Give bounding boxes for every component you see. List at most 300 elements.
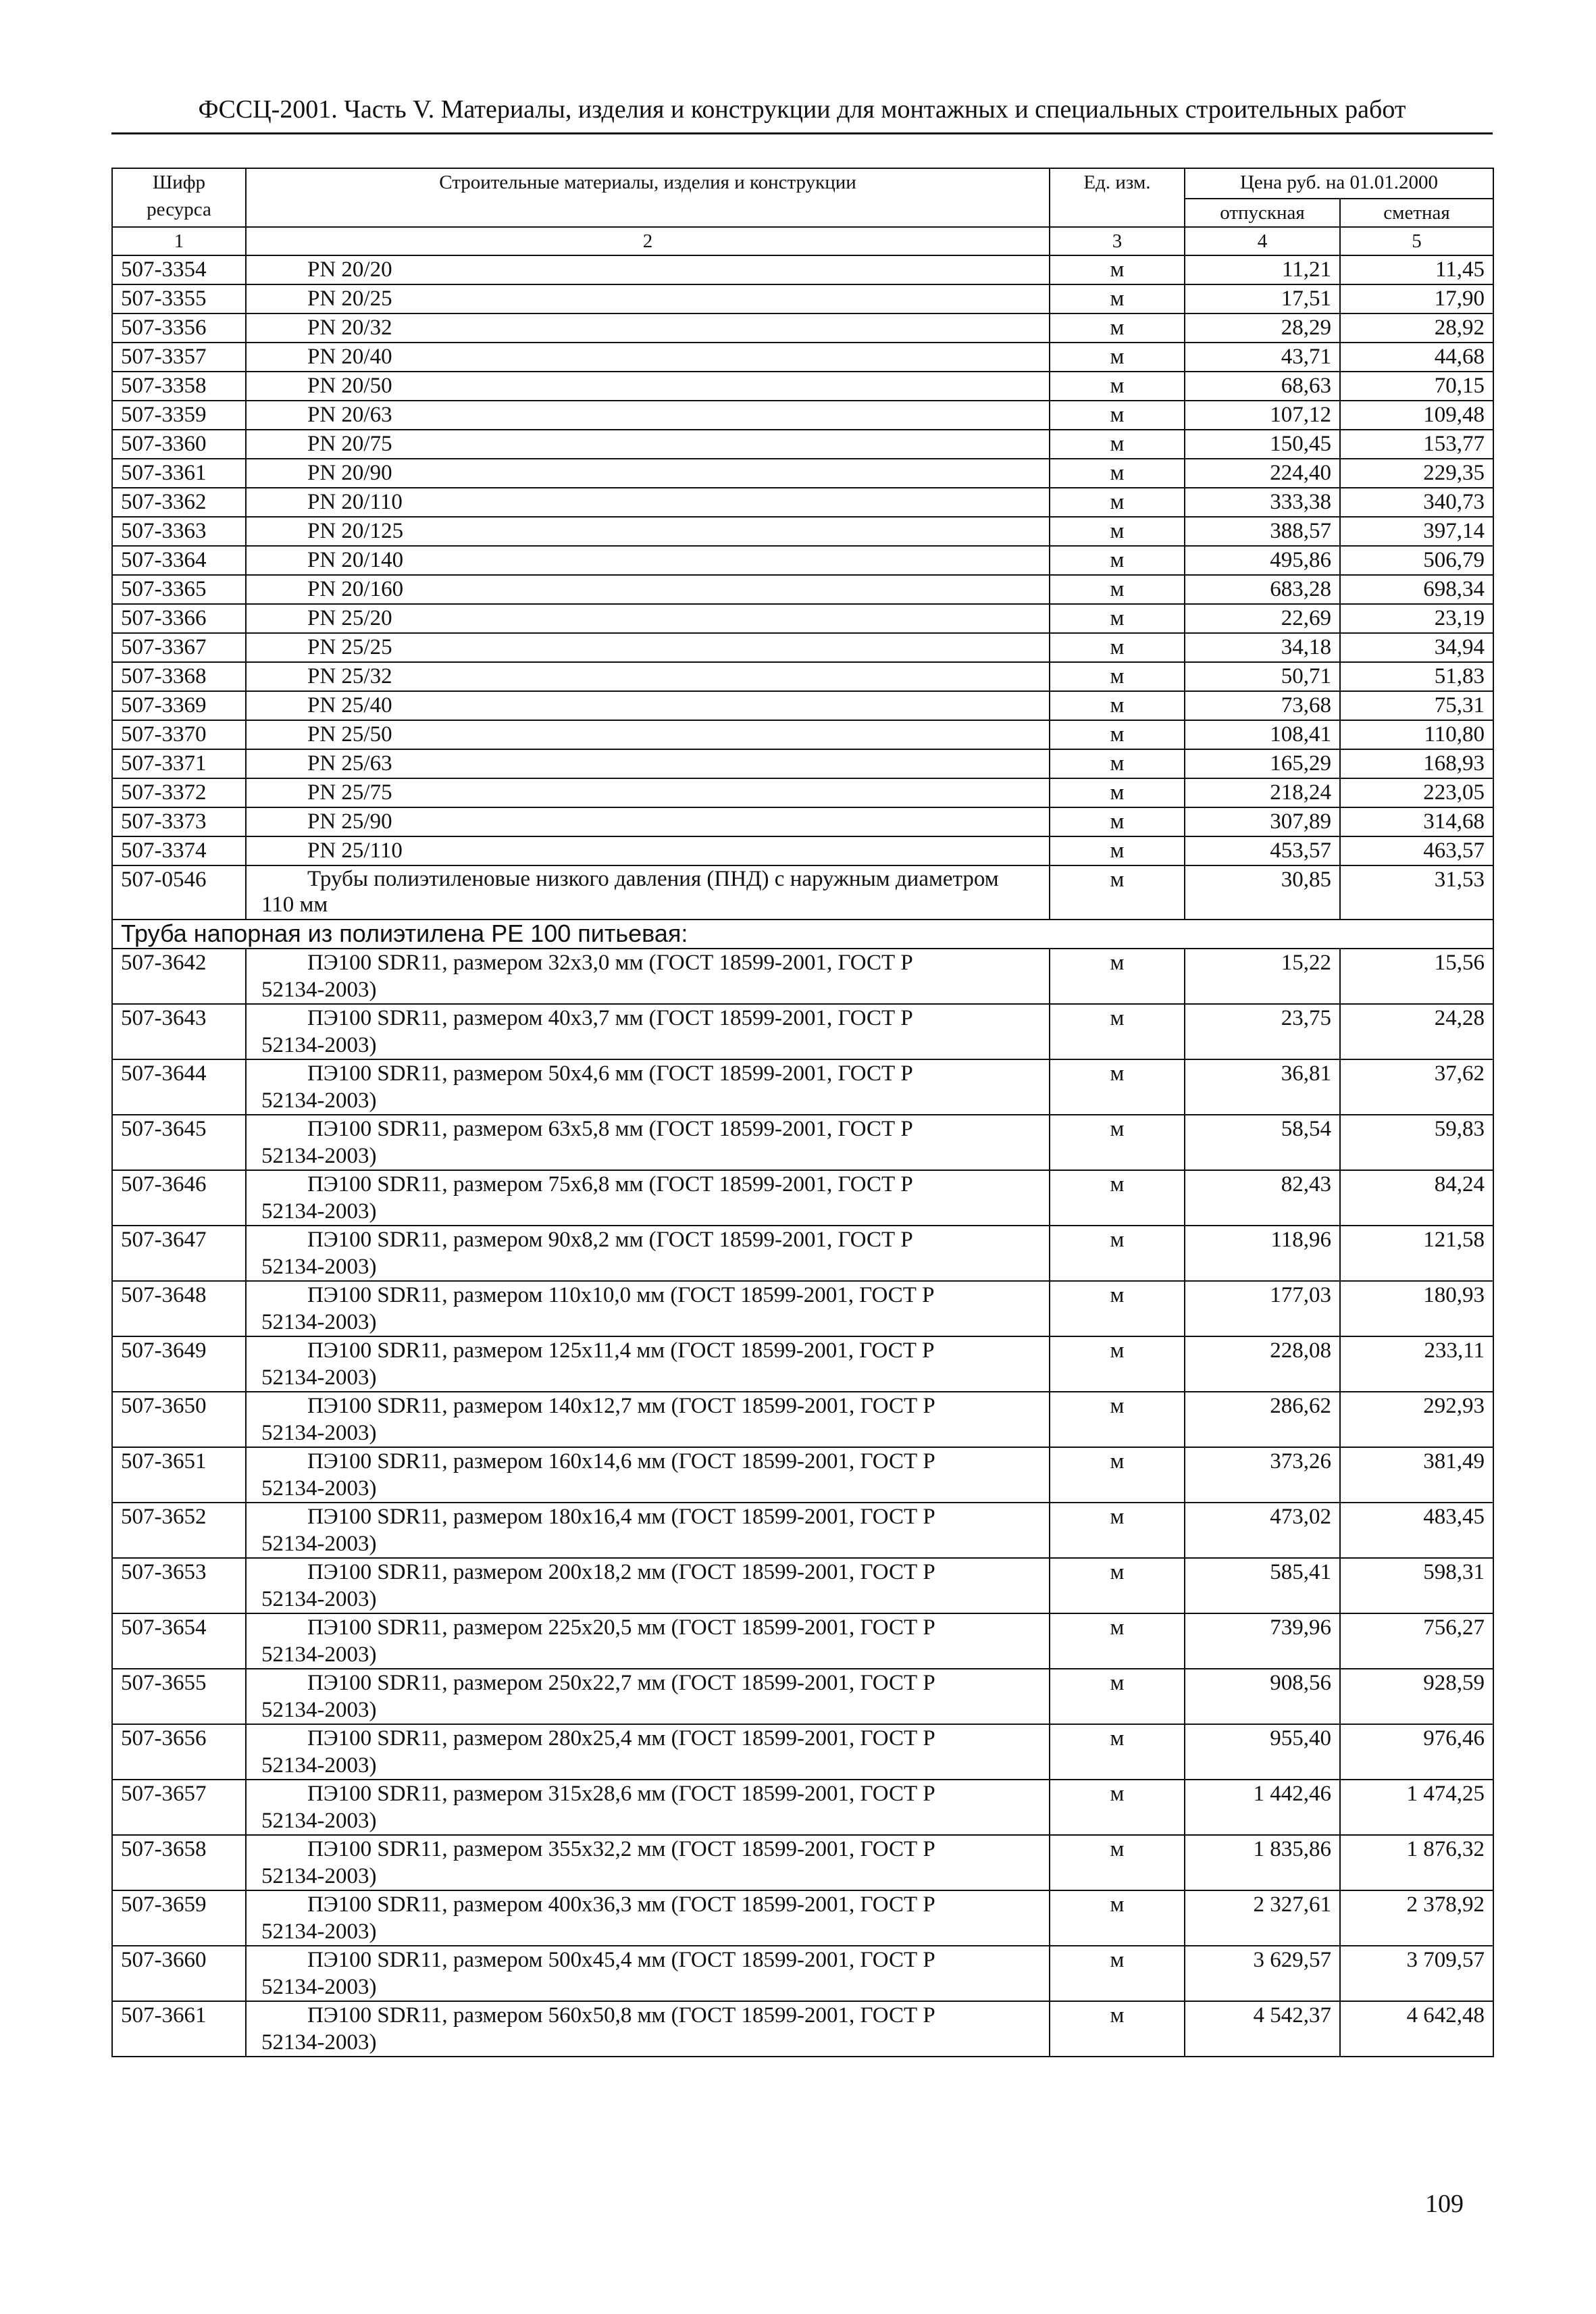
cell-release-price: 683,28: [1185, 575, 1340, 604]
cell-unit: м: [1050, 575, 1185, 604]
cell-estimate-price: 34,94: [1340, 633, 1493, 662]
cell-estimate-price: 397,14: [1340, 517, 1493, 546]
cell-code: 507-3363: [112, 517, 246, 546]
cell-unit: м: [1050, 778, 1185, 807]
cell-name-line1: ПЭ100 SDR11, размером 75х6,8 мм (ГОСТ 18599-2001, ГОСТ Р: [307, 1172, 913, 1197]
cell-estimate-price: 1 876,32: [1340, 1835, 1493, 1890]
cell-name: PN 20/25: [246, 284, 1050, 313]
cell-name-line2: 52134-2003): [261, 2030, 377, 2055]
cell-name: PN 20/75: [246, 430, 1050, 459]
cell-unit: м: [1050, 343, 1185, 372]
table-row: [112, 662, 1493, 691]
cell-code: 507-0546: [112, 865, 246, 920]
cell-name-line1: ПЭ100 SDR11, размером 40х3,7 мм (ГОСТ 18599-2001, ГОСТ Р: [307, 1006, 913, 1030]
cell-name: [246, 1226, 1050, 1281]
cell-name: [246, 949, 1050, 1004]
table-row: [112, 604, 1493, 633]
cell-estimate-price: 121,58: [1340, 1226, 1493, 1281]
cell-code: 507-3358: [112, 372, 246, 401]
cell-release-price: 30,85: [1185, 865, 1340, 920]
cell-code: 507-3658: [112, 1835, 246, 1890]
cell-release-price: 34,18: [1185, 633, 1340, 662]
cell-name: PN 20/50: [246, 372, 1050, 401]
cell-release-price: 150,45: [1185, 430, 1340, 459]
cell-name-line1: ПЭ100 SDR11, размером 500х45,4 мм (ГОСТ 18599-2001, ГОСТ Р: [307, 1948, 935, 1972]
section-row: [112, 920, 1493, 949]
cell-name-line2: 52134-2003): [261, 1144, 377, 1168]
table-row: [112, 488, 1493, 517]
cell-estimate-price: 1 474,25: [1340, 1780, 1493, 1835]
cell-unit: м: [1050, 865, 1185, 920]
cell-name: [246, 865, 1050, 920]
cell-unit: м: [1050, 1115, 1185, 1170]
table-row: [112, 255, 1493, 284]
cell-release-price: 908,56: [1185, 1669, 1340, 1724]
cell-unit: м: [1050, 430, 1185, 459]
cell-name: PN 25/63: [246, 749, 1050, 778]
cell-estimate-price: 463,57: [1340, 836, 1493, 865]
cell-name-line1: ПЭ100 SDR11, размером 110х10,0 мм (ГОСТ 18599-2001, ГОСТ Р: [307, 1283, 935, 1307]
cell-name: [246, 1447, 1050, 1503]
cell-name-line1: ПЭ100 SDR11, размером 560х50,8 мм (ГОСТ 18599-2001, ГОСТ Р: [307, 2003, 935, 2028]
cell-unit: м: [1050, 459, 1185, 488]
cell-code: 507-3368: [112, 662, 246, 691]
cell-release-price: 224,40: [1185, 459, 1340, 488]
cell-unit: м: [1050, 604, 1185, 633]
cell-release-price: 118,96: [1185, 1226, 1340, 1281]
cell-name-line1: ПЭ100 SDR11, размером 50х4,6 мм (ГОСТ 18599-2001, ГОСТ Р: [307, 1061, 913, 1086]
cell-name: [246, 1004, 1050, 1059]
cell-code: 507-3649: [112, 1336, 246, 1392]
cell-unit: м: [1050, 2001, 1185, 2057]
table-row: [112, 720, 1493, 749]
cell-release-price: 107,12: [1185, 401, 1340, 430]
table-row: [112, 1613, 1493, 1669]
cell-code: 507-3653: [112, 1558, 246, 1613]
cell-name: PN 25/75: [246, 778, 1050, 807]
cell-release-price: 2 327,61: [1185, 1890, 1340, 1946]
cell-name-line2: 52134-2003): [261, 1642, 377, 1667]
table-row: [112, 865, 1493, 920]
table-row: [112, 1059, 1493, 1115]
cell-unit: м: [1050, 836, 1185, 865]
table-row: [112, 401, 1493, 430]
cell-name: PN 25/25: [246, 633, 1050, 662]
col-num-2: 2: [246, 227, 1050, 255]
cell-name: PN 20/90: [246, 459, 1050, 488]
table-row: [112, 1336, 1493, 1392]
col-num-4: 4: [1185, 227, 1340, 255]
cell-code: 507-3364: [112, 546, 246, 575]
cell-code: 507-3366: [112, 604, 246, 633]
table-row: [112, 633, 1493, 662]
cell-estimate-price: 2 378,92: [1340, 1890, 1493, 1946]
cell-release-price: 1 442,46: [1185, 1780, 1340, 1835]
cell-release-price: 955,40: [1185, 1724, 1340, 1780]
cell-name: [246, 1724, 1050, 1780]
cell-release-price: 495,86: [1185, 546, 1340, 575]
header-release-price: отпускная: [1185, 199, 1340, 227]
table-row: [112, 284, 1493, 313]
col-num-1: 1: [112, 227, 246, 255]
table-row: [112, 459, 1493, 488]
cell-code: 507-3652: [112, 1503, 246, 1558]
cell-release-price: 3 629,57: [1185, 1946, 1340, 2001]
cell-release-price: 28,29: [1185, 313, 1340, 343]
cell-code: 507-3369: [112, 691, 246, 720]
table-row: [112, 749, 1493, 778]
cell-estimate-price: 168,93: [1340, 749, 1493, 778]
cell-code: 507-3647: [112, 1226, 246, 1281]
table-row: [112, 778, 1493, 807]
cell-estimate-price: 598,31: [1340, 1558, 1493, 1613]
cell-release-price: 22,69: [1185, 604, 1340, 633]
cell-release-price: 165,29: [1185, 749, 1340, 778]
cell-name-line2: 52134-2003): [261, 1365, 377, 1390]
cell-name-line2: 52134-2003): [261, 1088, 377, 1113]
cell-estimate-price: 28,92: [1340, 313, 1493, 343]
table-row: [112, 1669, 1493, 1724]
cell-name: [246, 1835, 1050, 1890]
cell-name: [246, 1613, 1050, 1669]
cell-code: 507-3656: [112, 1724, 246, 1780]
cell-code: 507-3373: [112, 807, 246, 836]
cell-unit: м: [1050, 1392, 1185, 1447]
cell-code: 507-3367: [112, 633, 246, 662]
cell-name-line1: Трубы полиэтиленовые низкого давления (ПНД) с наружным диаметром: [307, 867, 999, 891]
cell-name: PN 20/160: [246, 575, 1050, 604]
cell-name: PN 20/63: [246, 401, 1050, 430]
cell-name: PN 25/50: [246, 720, 1050, 749]
cell-estimate-price: 15,56: [1340, 949, 1493, 1004]
cell-name: PN 20/125: [246, 517, 1050, 546]
cell-estimate-price: 756,27: [1340, 1613, 1493, 1669]
table-row: [112, 1946, 1493, 2001]
cell-estimate-price: 17,90: [1340, 284, 1493, 313]
cell-name-line1: ПЭ100 SDR11, размером 140х12,7 мм (ГОСТ 18599-2001, ГОСТ Р: [307, 1394, 935, 1418]
cell-name: [246, 1669, 1050, 1724]
cell-name-line2: 52134-2003): [261, 1587, 377, 1611]
section-title: Труба напорная из полиэтилена PE 100 питьевая:: [112, 920, 1493, 949]
cell-unit: м: [1050, 517, 1185, 546]
cell-release-price: 73,68: [1185, 691, 1340, 720]
cell-name-line2: 52134-2003): [261, 1919, 377, 1944]
cell-name-line1: ПЭ100 SDR11, размером 160х14,6 мм (ГОСТ 18599-2001, ГОСТ Р: [307, 1449, 935, 1474]
cell-estimate-price: 292,93: [1340, 1392, 1493, 1447]
cell-name: [246, 1336, 1050, 1392]
table-row: [112, 691, 1493, 720]
cell-release-price: 388,57: [1185, 517, 1340, 546]
cell-unit: м: [1050, 662, 1185, 691]
table-row: [112, 343, 1493, 372]
table-row: [112, 1780, 1493, 1835]
cell-estimate-price: 233,11: [1340, 1336, 1493, 1392]
table-row: [112, 313, 1493, 343]
cell-name: [246, 1780, 1050, 1835]
cell-estimate-price: 4 642,48: [1340, 2001, 1493, 2057]
cell-code: 507-3360: [112, 430, 246, 459]
cell-release-price: 307,89: [1185, 807, 1340, 836]
table-row: [112, 1558, 1493, 1613]
cell-name: [246, 1946, 1050, 2001]
cell-unit: м: [1050, 546, 1185, 575]
cell-code: 507-3354: [112, 255, 246, 284]
cell-release-price: 585,41: [1185, 1558, 1340, 1613]
cell-release-price: 373,26: [1185, 1447, 1340, 1503]
cell-name-line1: ПЭ100 SDR11, размером 280х25,4 мм (ГОСТ 18599-2001, ГОСТ Р: [307, 1726, 935, 1751]
table-row: [112, 1392, 1493, 1447]
cell-estimate-price: 44,68: [1340, 343, 1493, 372]
table-row: [112, 1503, 1493, 1558]
header-name: Строительные материалы, изделия и конструкции: [246, 168, 1050, 227]
table-header-row: [112, 168, 1493, 199]
table-row: [112, 372, 1493, 401]
cell-code: 507-3654: [112, 1613, 246, 1669]
cell-estimate-price: 698,34: [1340, 575, 1493, 604]
cell-code: 507-3355: [112, 284, 246, 313]
header-estimate-price: сметная: [1340, 199, 1493, 227]
cell-name: [246, 2001, 1050, 2057]
cell-name: [246, 1059, 1050, 1115]
table-row: [112, 836, 1493, 865]
table-row: [112, 575, 1493, 604]
cell-name-line2: 52134-2003): [261, 1864, 377, 1888]
table-row: [112, 949, 1493, 1004]
cell-release-price: 4 542,37: [1185, 2001, 1340, 2057]
header-rule: [111, 132, 1493, 134]
cell-release-price: 68,63: [1185, 372, 1340, 401]
cell-estimate-price: 110,80: [1340, 720, 1493, 749]
cell-release-price: 36,81: [1185, 1059, 1340, 1115]
cell-name: PN 25/90: [246, 807, 1050, 836]
cell-code: 507-3372: [112, 778, 246, 807]
table-row: [112, 430, 1493, 459]
cell-code: 507-3371: [112, 749, 246, 778]
cell-release-price: 82,43: [1185, 1170, 1340, 1226]
cell-name: PN 20/32: [246, 313, 1050, 343]
cell-code: 507-3661: [112, 2001, 246, 2057]
cell-unit: м: [1050, 807, 1185, 836]
cell-code: 507-3357: [112, 343, 246, 372]
cell-name-line2: 52134-2003): [261, 1532, 377, 1556]
cell-name-line1: ПЭ100 SDR11, размером 90х8,2 мм (ГОСТ 18599-2001, ГОСТ Р: [307, 1228, 913, 1252]
table-row: [112, 517, 1493, 546]
cell-code: 507-3657: [112, 1780, 246, 1835]
cell-release-price: 739,96: [1185, 1613, 1340, 1669]
cell-unit: м: [1050, 401, 1185, 430]
cell-estimate-price: 59,83: [1340, 1115, 1493, 1170]
cell-estimate-price: 75,31: [1340, 691, 1493, 720]
cell-estimate-price: 51,83: [1340, 662, 1493, 691]
cell-unit: м: [1050, 1946, 1185, 2001]
cell-release-price: 473,02: [1185, 1503, 1340, 1558]
col-num-3: 3: [1050, 227, 1185, 255]
cell-estimate-price: 506,79: [1340, 546, 1493, 575]
cell-code: 507-3359: [112, 401, 246, 430]
cell-name: [246, 1115, 1050, 1170]
cell-name-line1: ПЭ100 SDR11, размером 400х36,3 мм (ГОСТ 18599-2001, ГОСТ Р: [307, 1892, 935, 1917]
cell-release-price: 1 835,86: [1185, 1835, 1340, 1890]
cell-estimate-price: 381,49: [1340, 1447, 1493, 1503]
column-number-row: [112, 227, 1493, 255]
cell-unit: м: [1050, 1059, 1185, 1115]
cell-code: 507-3651: [112, 1447, 246, 1503]
cell-name: [246, 1503, 1050, 1558]
table-row: [112, 1835, 1493, 1890]
cell-estimate-price: 976,46: [1340, 1724, 1493, 1780]
cell-code: 507-3646: [112, 1170, 246, 1226]
cell-estimate-price: 37,62: [1340, 1059, 1493, 1115]
cell-code: 507-3659: [112, 1890, 246, 1946]
cell-name-line1: ПЭ100 SDR11, размером 355х32,2 мм (ГОСТ 18599-2001, ГОСТ Р: [307, 1837, 935, 1861]
cell-unit: м: [1050, 284, 1185, 313]
cell-estimate-price: 180,93: [1340, 1281, 1493, 1336]
cell-name-line1: ПЭ100 SDR11, размером 125х11,4 мм (ГОСТ 18599-2001, ГОСТ Р: [307, 1338, 935, 1363]
cell-unit: м: [1050, 949, 1185, 1004]
cell-code: 507-3660: [112, 1946, 246, 2001]
cell-unit: м: [1050, 1004, 1185, 1059]
cell-unit: м: [1050, 1503, 1185, 1558]
cell-code: 507-3356: [112, 313, 246, 343]
cell-code: 507-3643: [112, 1004, 246, 1059]
cell-code: 507-3362: [112, 488, 246, 517]
cell-unit: м: [1050, 488, 1185, 517]
cell-release-price: 58,54: [1185, 1115, 1340, 1170]
cell-release-price: 453,57: [1185, 836, 1340, 865]
cell-estimate-price: 109,48: [1340, 401, 1493, 430]
table-row: [112, 1226, 1493, 1281]
cell-code: 507-3644: [112, 1059, 246, 1115]
cell-name: [246, 1392, 1050, 1447]
cell-code: 507-3650: [112, 1392, 246, 1447]
table-row: [112, 1170, 1493, 1226]
cell-name-line2: 52134-2003): [261, 1698, 377, 1722]
cell-name-line2: 52134-2003): [261, 1033, 377, 1057]
cell-name-line2: 52134-2003): [261, 1310, 377, 1334]
table-row: [112, 2001, 1493, 2057]
cell-name: PN 20/20: [246, 255, 1050, 284]
cell-unit: м: [1050, 1835, 1185, 1890]
cell-code: 507-3374: [112, 836, 246, 865]
cell-estimate-price: 314,68: [1340, 807, 1493, 836]
cell-name: [246, 1890, 1050, 1946]
cell-unit: м: [1050, 1780, 1185, 1835]
cell-unit: м: [1050, 1226, 1185, 1281]
cell-unit: м: [1050, 633, 1185, 662]
cell-estimate-price: 223,05: [1340, 778, 1493, 807]
cell-release-price: 333,38: [1185, 488, 1340, 517]
header-price: Цена руб. на 01.01.2000: [1185, 168, 1493, 199]
cell-unit: м: [1050, 1447, 1185, 1503]
cell-name-line2: 52134-2003): [261, 1255, 377, 1279]
table-row: [112, 1004, 1493, 1059]
cell-release-price: 50,71: [1185, 662, 1340, 691]
cell-estimate-price: 11,45: [1340, 255, 1493, 284]
cell-name: PN 20/40: [246, 343, 1050, 372]
cell-estimate-price: 70,15: [1340, 372, 1493, 401]
cell-estimate-price: 928,59: [1340, 1669, 1493, 1724]
col-num-5: 5: [1340, 227, 1493, 255]
price-table: [111, 168, 1494, 2057]
cell-code: 507-3370: [112, 720, 246, 749]
cell-release-price: 17,51: [1185, 284, 1340, 313]
table-row: [112, 1890, 1493, 1946]
cell-unit: м: [1050, 1281, 1185, 1336]
cell-release-price: 177,03: [1185, 1281, 1340, 1336]
header-unit: Ед. изм.: [1050, 168, 1185, 227]
cell-estimate-price: 3 709,57: [1340, 1946, 1493, 2001]
cell-release-price: 43,71: [1185, 343, 1340, 372]
cell-unit: м: [1050, 1170, 1185, 1226]
cell-code: 507-3645: [112, 1115, 246, 1170]
cell-name: PN 25/110: [246, 836, 1050, 865]
cell-name: [246, 1170, 1050, 1226]
cell-release-price: 11,21: [1185, 255, 1340, 284]
cell-code: 507-3648: [112, 1281, 246, 1336]
cell-name: PN 20/110: [246, 488, 1050, 517]
cell-release-price: 15,22: [1185, 949, 1340, 1004]
cell-release-price: 228,08: [1185, 1336, 1340, 1392]
cell-unit: м: [1050, 1613, 1185, 1669]
cell-unit: м: [1050, 1724, 1185, 1780]
cell-name: PN 25/32: [246, 662, 1050, 691]
cell-name: PN 25/40: [246, 691, 1050, 720]
cell-name-line2: 52134-2003): [261, 1199, 377, 1224]
table-row: [112, 1281, 1493, 1336]
cell-name-line1: ПЭ100 SDR11, размером 180х16,4 мм (ГОСТ 18599-2001, ГОСТ Р: [307, 1505, 935, 1529]
cell-estimate-price: 23,19: [1340, 604, 1493, 633]
cell-unit: м: [1050, 1669, 1185, 1724]
cell-name: [246, 1558, 1050, 1613]
cell-unit: м: [1050, 1558, 1185, 1613]
cell-release-price: 218,24: [1185, 778, 1340, 807]
cell-name-line2: 52134-2003): [261, 1476, 377, 1501]
cell-name-line1: ПЭ100 SDR11, размером 32х3,0 мм (ГОСТ 18599-2001, ГОСТ Р: [307, 951, 913, 975]
cell-unit: м: [1050, 749, 1185, 778]
cell-estimate-price: 229,35: [1340, 459, 1493, 488]
table-row: [112, 1724, 1493, 1780]
cell-name-line1: ПЭ100 SDR11, размером 200х18,2 мм (ГОСТ 18599-2001, ГОСТ Р: [307, 1560, 935, 1584]
cell-name-line1: ПЭ100 SDR11, размером 315х28,6 мм (ГОСТ 18599-2001, ГОСТ Р: [307, 1782, 935, 1806]
cell-code: 507-3642: [112, 949, 246, 1004]
cell-name-line1: ПЭ100 SDR11, размером 250х22,7 мм (ГОСТ 18599-2001, ГОСТ Р: [307, 1671, 935, 1695]
cell-name-line2: 52134-2003): [261, 1809, 377, 1833]
cell-name-line1: ПЭ100 SDR11, размером 225х20,5 мм (ГОСТ 18599-2001, ГОСТ Р: [307, 1615, 935, 1640]
cell-name: [246, 1281, 1050, 1336]
cell-code: 507-3365: [112, 575, 246, 604]
cell-name-line2: 52134-2003): [261, 1753, 377, 1778]
cell-name-line2: 110 мм: [261, 892, 328, 917]
header-code: Шифр ресурса: [112, 168, 246, 227]
table-row: [112, 1115, 1493, 1170]
cell-code: 507-3361: [112, 459, 246, 488]
table-row: [112, 1447, 1493, 1503]
cell-name-line1: ПЭ100 SDR11, размером 63х5,8 мм (ГОСТ 18599-2001, ГОСТ Р: [307, 1117, 913, 1141]
cell-release-price: 23,75: [1185, 1004, 1340, 1059]
cell-name: PN 25/20: [246, 604, 1050, 633]
cell-estimate-price: 31,53: [1340, 865, 1493, 920]
cell-name-line2: 52134-2003): [261, 1421, 377, 1445]
cell-estimate-price: 24,28: [1340, 1004, 1493, 1059]
table-row: [112, 807, 1493, 836]
cell-unit: м: [1050, 255, 1185, 284]
cell-name-line2: 52134-2003): [261, 978, 377, 1002]
cell-unit: м: [1050, 1890, 1185, 1946]
cell-unit: м: [1050, 691, 1185, 720]
cell-release-price: 108,41: [1185, 720, 1340, 749]
cell-unit: м: [1050, 720, 1185, 749]
cell-estimate-price: 483,45: [1340, 1503, 1493, 1558]
